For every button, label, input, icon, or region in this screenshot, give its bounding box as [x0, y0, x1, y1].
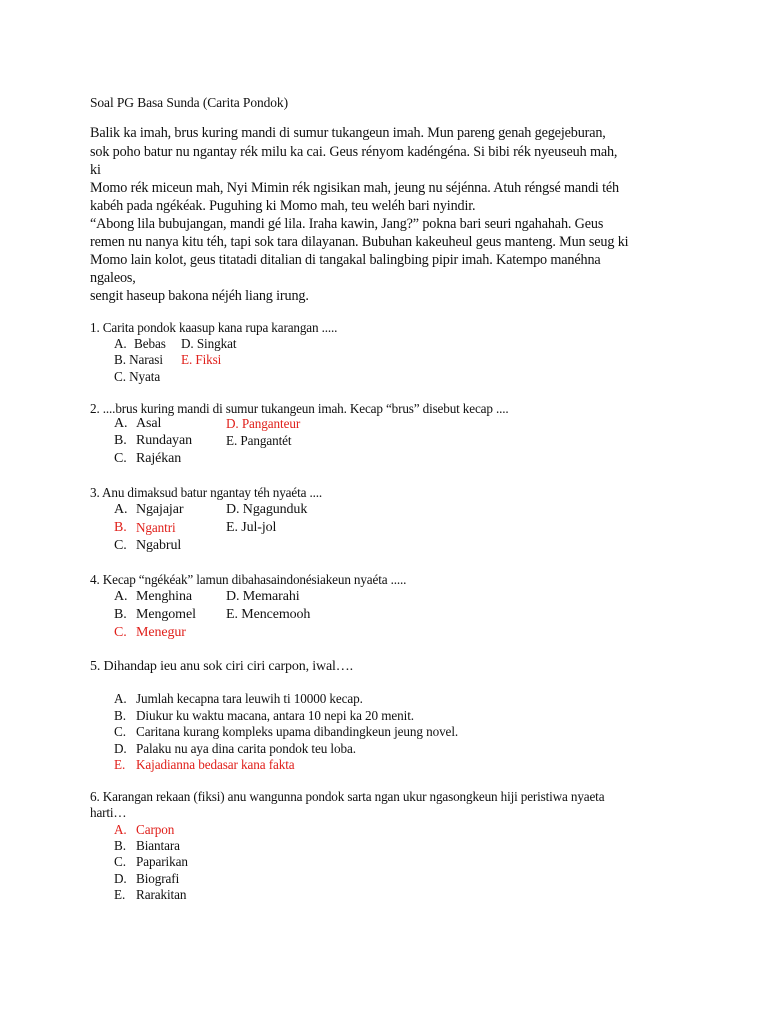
option-letter: A.: [114, 691, 127, 706]
option-letter: D.: [114, 741, 127, 756]
question-text: harti…: [90, 805, 127, 820]
answer-letter: C.: [114, 625, 127, 640]
option-text: Rundayan: [136, 433, 192, 448]
option-b: B. Narasi: [114, 352, 163, 367]
option-text: Diukur ku waktu macana, antara 10 nepi ka 20 menit.: [136, 708, 414, 723]
option-d: D. Singkat: [181, 336, 237, 351]
answer-option: Menegur: [136, 625, 186, 640]
option-e: E. Jul-jol: [226, 520, 277, 535]
option-letter: C.: [114, 854, 126, 869]
option-letter: B.: [114, 708, 126, 723]
answer-option: Kajadianna bedasar kana fakta: [136, 757, 295, 772]
option-d: D. Memarahi: [226, 589, 300, 604]
option-letter: B.: [114, 433, 127, 448]
option-text: Jumlah kecapna tara leuwih ti 10000 kecap.: [136, 691, 363, 706]
option-letter: A.: [114, 416, 128, 431]
option-text: Mengomel: [136, 607, 196, 622]
option-letter: C.: [114, 724, 126, 739]
option-text: Ngajajar: [136, 502, 184, 517]
question-text: 5. Dihandap ieu anu sok ciri ciri carpon, iwal….: [90, 659, 353, 674]
option-text: Biografi: [136, 871, 180, 886]
passage-line: Balik ka imah, brus kuring mandi di sumur tukangeun imah. Mun pareng genah gegejeburan,: [90, 125, 606, 141]
option-c: C. Nyata: [114, 369, 161, 384]
answer-letter: A.: [114, 822, 127, 837]
answer-letter: B.: [114, 520, 127, 535]
answer-letter: E.: [114, 757, 126, 772]
option-text: Rarakitan: [136, 887, 187, 902]
document-title: Soal PG Basa Sunda (Carita Pondok): [90, 95, 288, 110]
option-d: D. Ngagunduk: [226, 502, 308, 517]
answer-option: E. Fiksi: [181, 352, 222, 367]
passage-line: ngaleos,: [90, 270, 136, 286]
option-text: Paparikan: [136, 854, 188, 869]
question-text: 6. Karangan rekaan (fiksi) anu wangunna pondok sarta ngan ukur ngasongkeun hiji peristiwa nyaeta: [90, 789, 605, 804]
passage-line: sengit haseup bakona néjéh liang irung.: [90, 288, 309, 304]
option-text: Ngabrul: [136, 538, 182, 553]
option-letter: B.: [114, 607, 127, 622]
option-letter: C.: [114, 451, 127, 466]
option-text: Palaku nu aya dina carita pondok teu loba.: [136, 741, 356, 756]
option-letter: E.: [114, 887, 126, 902]
option-text: Asal: [136, 416, 162, 431]
answer-option: D. Panganteur: [226, 416, 301, 431]
question-text: 3. Anu dimaksud batur ngantay téh nyaéta ....: [90, 485, 323, 500]
passage-line: Momo rék miceun mah, Nyi Mimin rék ngisikan mah, jeung nu séjénna. Atuh réngsé mandi téh: [90, 180, 619, 196]
passage-line: remen nu nanya kitu téh, tapi sok tara dilayanan. Bubuhan kakeuheul geus manteng. Mun seug ki: [90, 234, 629, 250]
question-text: 1. Carita pondok kaasup kana rupa karangan .....: [90, 320, 338, 335]
answer-option: Ngantri: [136, 520, 176, 535]
question-text: 4. Kecap “ngékéak” lamun dibahasaindonésiakeun nyaéta .....: [90, 572, 407, 587]
answer-option: Carpon: [136, 822, 175, 837]
question-text: 2. ....brus kuring mandi di sumur tukangeun imah. Kecap “brus” disebut kecap ....: [90, 401, 509, 416]
passage-line: kabéh pada ngékéak. Puguhing ki Momo mah, teu weléh bari nyindir.: [90, 198, 476, 214]
option-text: Biantara: [136, 838, 180, 853]
option-letter: D.: [114, 871, 127, 886]
option-e: E. Pangantét: [226, 433, 292, 448]
option-letter: C.: [114, 538, 127, 553]
passage-line: Momo lain kolot, geus titatadi ditalian di tangakal balingbing pipir imah. Katempo manéhna: [90, 252, 601, 268]
option-text: Caritana kurang kompleks upama dibandingkeun jeung novel.: [136, 724, 459, 739]
option-letter: A.: [114, 336, 127, 351]
passage-line: sok poho batur nu ngantay rék milu ka cai. Geus rényom kadéngéna. Si bibi rék nyeuseuh mah,: [90, 144, 618, 160]
option-text: Menghina: [136, 589, 192, 604]
option-letter: B.: [114, 838, 126, 853]
option-text: Rajékan: [136, 451, 182, 466]
option-letter: A.: [114, 502, 128, 517]
option-e: E. Mencemooh: [226, 607, 311, 622]
passage-line: ki: [90, 162, 101, 178]
passage-line: “Abong lila bubujangan, mandi gé lila. Iraha kawin, Jang?” pokna bari seuri ngahahah. Geus: [90, 216, 604, 232]
option-text: Bebas: [134, 336, 166, 351]
option-letter: A.: [114, 589, 128, 604]
